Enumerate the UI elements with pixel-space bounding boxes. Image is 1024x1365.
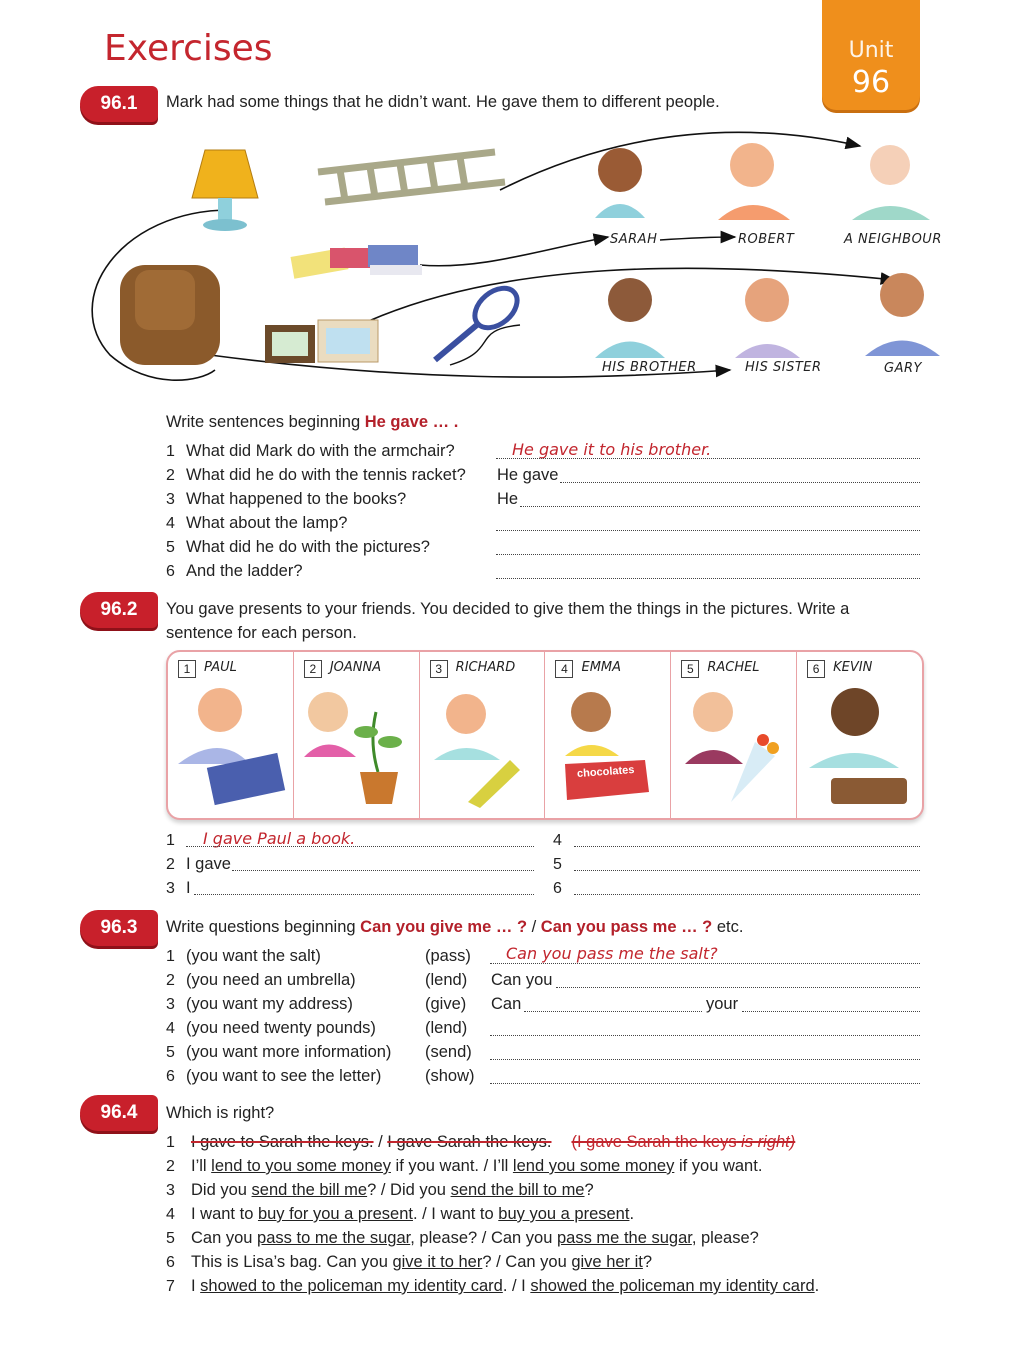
ex3-prompt-text: Write questions beginning [166,918,361,936]
answer-line-3[interactable] [520,506,920,507]
ex3-start-3: Can [491,995,522,1013]
friend-name: PAUL [204,660,237,675]
friend-name: JOANNA [329,660,382,675]
answer-line-2[interactable] [560,482,920,483]
ex4-num-3: 3 [166,1182,175,1199]
ex4-option-b[interactable]: showed the policeman my identity card [530,1277,815,1295]
ex4-sentence-3 [191,1181,594,1200]
ex1-instruction: Mark had some things that he didn’t want. He gave them to different people. [166,93,720,111]
ex4-text: , please? [691,1229,759,1247]
exercise-badge-96-4: 96.4 [80,1095,158,1131]
ex3-situation-6: (you want to see the letter) [186,1067,382,1085]
ex1-num-2: 2 [166,467,175,484]
ex1-num-1: 1 [166,443,175,460]
ex1-num-6: 6 [166,563,175,580]
exercise-badge-96-2: 96.2 [80,592,158,628]
ex1-num-5: 5 [166,539,175,556]
ex4-sentence-1 [191,1133,795,1152]
ex3-line-6[interactable] [490,1083,920,1084]
ex1-illustration [0,120,1024,390]
ex3-prompt-red1: Can you give me … ? [360,918,528,936]
ex3-prompt-sep: / [527,918,541,936]
joanna-with-plant-icon [294,652,419,818]
ex4-num-2: 2 [166,1158,175,1175]
ex4-text: ? / Can you [482,1253,572,1271]
kevin-with-wallet-icon [797,652,922,818]
arrow-books-sarah [420,237,608,266]
exercise-badge-96-1: 96.1 [80,86,158,122]
ex4-text: Did you [191,1181,252,1199]
books-icon [291,245,422,279]
ex2-num-3: 3 [166,880,175,897]
ex3-verb-5: (send) [425,1043,472,1061]
ex4-text: ? [642,1253,653,1271]
friend-number: 6 [807,660,825,678]
friend-name: EMMA [581,660,622,675]
label-sister: HIS SISTER [745,360,822,375]
unit-number: 96 [851,65,891,100]
label-robert: ROBERT [738,232,795,247]
ex1-num-4: 4 [166,515,175,532]
ex3-prompt-red2: Can you pass me … ? [540,918,713,936]
ex1-prompt-text: Write sentences beginning [166,413,365,431]
ex4-text: ? / Did you [367,1181,451,1199]
ex4-option-a[interactable]: buy for you a present [257,1205,413,1223]
ex2-line-1[interactable] [186,846,534,847]
ex4-option-a[interactable]: pass to me the sugar [257,1229,411,1247]
rachel-with-flowers-icon [671,652,796,818]
label-neighbour: A NEIGHBOUR [844,232,942,247]
ex4-item1-right[interactable]: I gave Sarah the keys. [387,1133,552,1151]
ex3-prompt-suffix: etc. [712,918,744,936]
page-title: Exercises [104,28,273,69]
ex3-num-3: 3 [166,996,175,1013]
ex4-num-1: 1 [166,1134,175,1151]
ex1-question-5: What did he do with the pictures? [186,538,430,556]
ex4-sentence-6 [191,1253,652,1272]
ex4-option-a[interactable]: showed to the policeman my identity card [200,1277,503,1295]
ex1-prompt-red: He gave … . [364,413,459,431]
ex4-text: ? [584,1181,594,1199]
ex2-start-3: I [186,879,191,897]
ex2-num-6: 6 [553,880,562,897]
ex4-text: I [191,1277,201,1295]
ex4-item1-wrong[interactable]: I gave to Sarah the keys. [191,1133,374,1151]
ex4-option-b[interactable]: pass me the sugar [557,1229,692,1247]
chocolates-box-label: chocolates [577,764,636,780]
ex3-prompt [166,918,743,937]
arrow-ladder-neighbour [500,132,860,190]
ex4-num-5: 5 [166,1230,175,1247]
robert-avatar [718,143,790,220]
ex3-line-5[interactable] [490,1059,920,1060]
ex3-num-1: 1 [166,948,175,965]
richard-with-tie-icon [420,652,545,818]
label-sarah: SARAH [610,232,658,247]
ex3-verb-4: (lend) [425,1019,468,1037]
friend-name: KEVIN [833,660,873,675]
ex3-num-2: 2 [166,972,175,989]
unit-tab [822,0,920,110]
ex4-text: . / I want to [412,1205,499,1223]
ex2-line-5[interactable] [574,870,920,871]
ex4-instruction: Which is right? [166,1104,275,1122]
ex1-question-2: What did he do with the tennis racket? [186,466,466,484]
friend-number: 4 [555,660,573,678]
friend-number: 3 [430,660,448,678]
ex2-num-5: 5 [553,856,562,873]
armchair-icon [120,265,220,365]
friend-cell [168,652,294,818]
ex3-num-4: 4 [166,1020,175,1037]
ex4-option-b[interactable]: lend you some money [512,1157,675,1175]
pictures-icon [265,320,378,363]
answer-line-6[interactable] [496,578,920,579]
friend-number: 1 [178,660,196,678]
ex4-text: This is Lisa’s bag. Can you [191,1253,393,1271]
ex4-option-a[interactable]: lend to you some money [211,1157,391,1175]
ex3-situation-3: (you want my address) [186,995,353,1013]
sister-avatar [735,278,800,358]
ex4-text: I want to [191,1205,258,1223]
ladder-icon [318,152,505,202]
ex3-answer-1: Can you pass me the salt? [506,944,718,963]
ex4-sentence-7 [191,1277,819,1296]
ex4-text: if you want. / I’ll [390,1157,513,1175]
answer-line-4[interactable] [496,530,920,531]
ex4-sentence-2 [191,1157,762,1176]
ex1-question-6: And the ladder? [186,562,303,580]
ex4-text: . / I [502,1277,531,1295]
ex4-item1-note-italic: is right) [736,1133,796,1151]
friend-cell [545,652,671,818]
ex3-start-2: Can you [491,971,553,989]
friend-cell [671,652,797,818]
ex3-verb-3: (give) [425,995,467,1013]
ex4-option-b[interactable]: buy you a present [498,1205,630,1223]
ex3-line-1[interactable] [490,963,920,964]
ex3-num-6: 6 [166,1068,175,1085]
ex2-line-2[interactable] [232,870,534,871]
ex4-text: . [814,1277,820,1295]
ex2-num-4: 4 [553,832,562,849]
ex4-item1-sep: / [373,1133,388,1151]
answer-line-5[interactable] [496,554,920,555]
ex4-num-6: 6 [166,1254,175,1271]
arrow-sarah-robert [660,237,735,240]
ex1-num-3: 3 [166,491,175,508]
gary-avatar [865,273,940,356]
ex4-text: , please? / Can you [410,1229,557,1247]
friends-panel [166,650,924,820]
ex3-num-5: 5 [166,1044,175,1061]
emma-with-chocolates-icon [545,652,670,818]
ex1-start-3: He [497,490,519,508]
ex4-item1-note [571,1133,795,1151]
ex4-option-a[interactable]: give it to her [392,1253,483,1271]
ex3-verb-2: (lend) [425,971,468,989]
sarah-avatar [595,148,645,218]
ex2-answer-1: I gave Paul a book. [203,829,356,848]
ex1-prompt [166,413,458,432]
ex4-sentence-4 [191,1205,634,1224]
unit-label: Unit [848,38,894,63]
ex2-line-3[interactable] [194,894,534,895]
ex3-verb-1: (pass) [425,947,471,965]
friend-name: RACHEL [707,660,760,675]
ex4-text: I’ll [191,1157,212,1175]
ex2-instruction-line2: sentence for each person. [166,624,357,642]
ex4-option-a[interactable]: send the bill me [251,1181,368,1199]
answer-line-1[interactable] [496,458,920,459]
ex3-situation-4: (you need twenty pounds) [186,1019,376,1037]
ex4-item1-note-text: (I gave Sarah the keys [571,1133,737,1151]
ex4-text: Can you [191,1229,258,1247]
friend-name: RICHARD [455,660,516,675]
label-brother: HIS BROTHER [602,360,697,375]
ex4-option-b[interactable]: give her it [571,1253,643,1271]
ex4-num-7: 7 [166,1278,175,1295]
ex1-question-4: What about the lamp? [186,514,348,532]
friend-cell [420,652,546,818]
ex1-answer-1: He gave it to his brother. [512,440,712,459]
ex1-question-1: What did Mark do with the armchair? [186,442,455,460]
ex3-line-3a[interactable] [524,1011,702,1012]
ex4-text: if you want. [674,1157,763,1175]
ex3-situation-1: (you want the salt) [186,947,321,965]
ex2-instruction-line1: You gave presents to your friends. You decided to give them the things in the pictures. Write a [166,600,850,618]
ex3-situation-5: (you want more information) [186,1043,392,1061]
ex3-line-4[interactable] [490,1035,920,1036]
ex1-start-2: He gave [497,466,559,484]
ex2-line-4[interactable] [574,846,920,847]
arrow-racket [450,325,520,365]
ex1-question-3: What happened to the books? [186,490,407,508]
neighbour-avatar [852,145,930,220]
ex4-num-4: 4 [166,1206,175,1223]
ex3-line-3b[interactable] [742,1011,920,1012]
ex4-sentence-5 [191,1229,759,1248]
ex2-line-6[interactable] [574,894,920,895]
friend-number: 2 [304,660,322,678]
ex3-situation-2: (you need an umbrella) [186,971,356,989]
ex2-num-2: 2 [166,856,175,873]
ex2-start-2: I gave [186,855,231,873]
ex3-line-2[interactable] [556,987,920,988]
brother-avatar [595,278,665,358]
friend-number: 5 [681,660,699,678]
lamp-icon [192,150,258,231]
friend-cell [294,652,420,818]
ex3-verb-6: (show) [425,1067,475,1085]
paul-with-book-icon [168,652,293,818]
label-gary: GARY [884,361,922,376]
exercise-badge-96-3: 96.3 [80,910,158,946]
friend-cell [797,652,922,818]
ex4-option-b[interactable]: send the bill to me [450,1181,585,1199]
ex2-num-1: 1 [166,832,175,849]
ex3-mid-3: your [706,995,739,1013]
ex4-text: . [629,1205,635,1223]
